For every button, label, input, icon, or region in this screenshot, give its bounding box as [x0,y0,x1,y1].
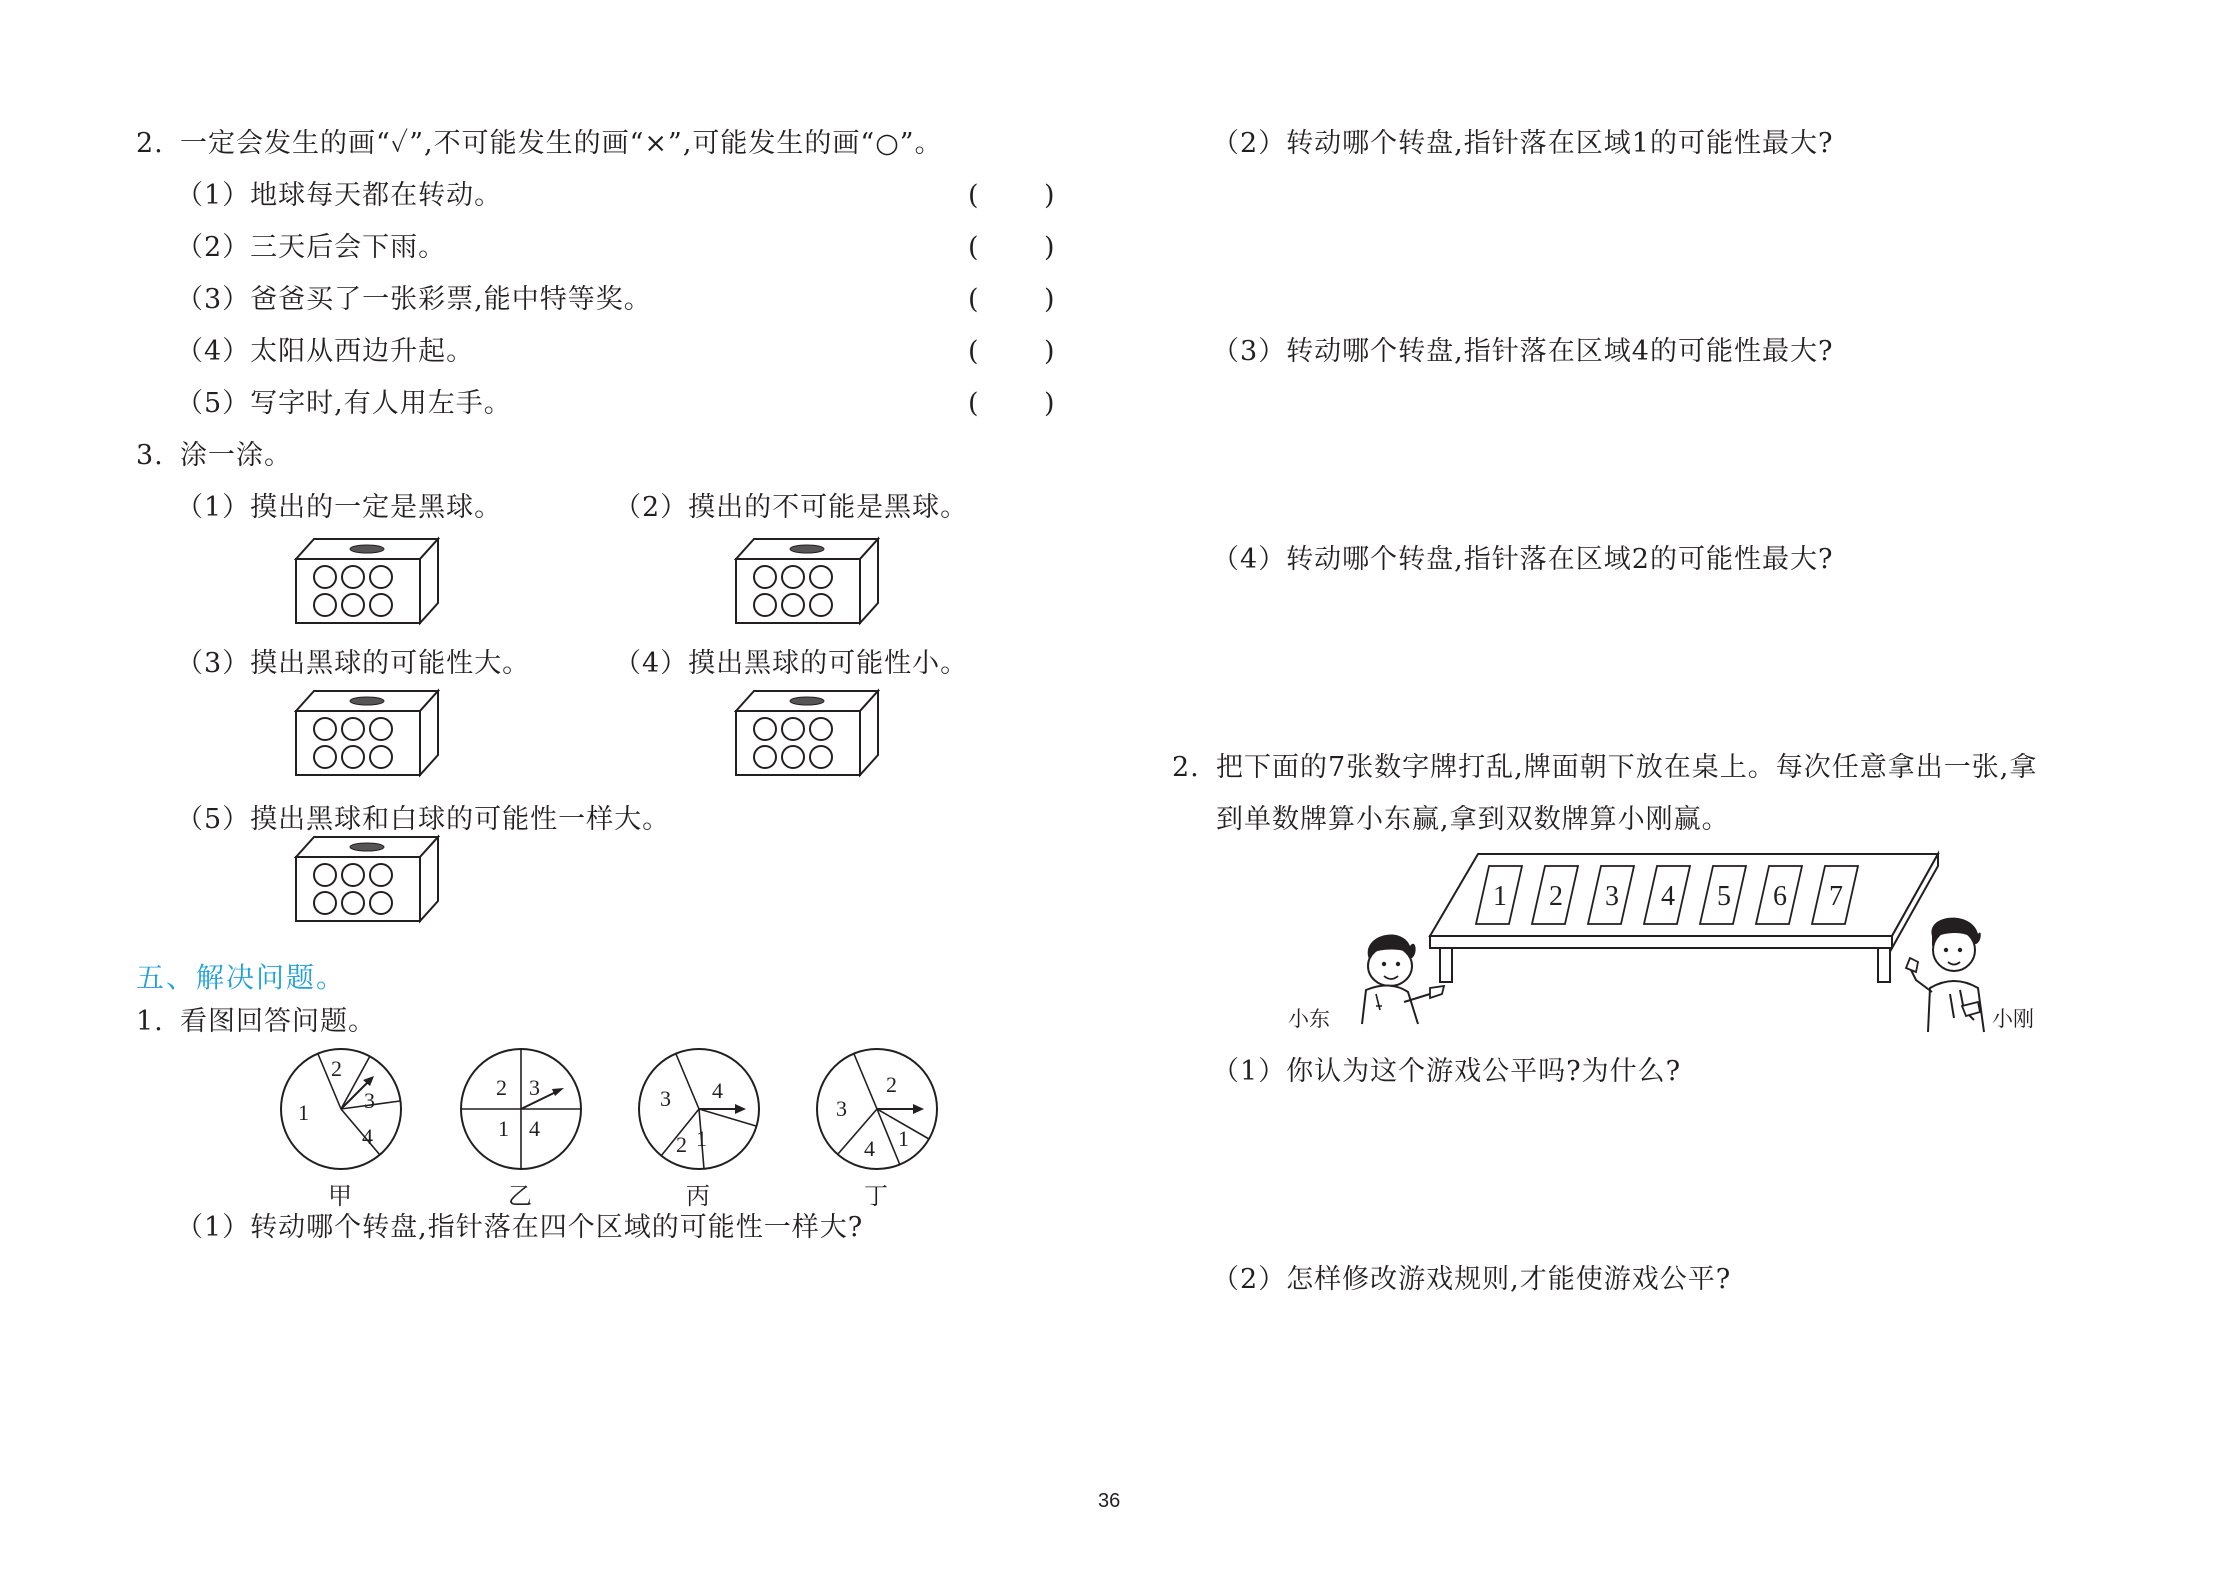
spinner-jia [278,1046,404,1172]
q2-number: 2. [136,128,164,159]
card-number-1: 1 [1493,881,1507,912]
spinner-bing-name: 丙 [686,1182,710,1210]
q2-answer-paren-open-3: ( [968,284,979,315]
s5-q2-sub1: （1）你认为这个游戏公平吗?为什么? [1212,1056,1682,1087]
q2-answer-paren-close-3: ) [1044,284,1055,315]
card-number-4: 4 [1661,881,1675,912]
boy-xiaodong-illustration [1346,928,1450,1026]
spinner-jia-label-3: 3 [364,1088,375,1113]
s5-q1-sub3: （3）转动哪个转盘,指针落在区域4的可能性最大? [1212,336,1834,367]
card-number-5: 5 [1717,881,1731,912]
card-number-6: 6 [1773,881,1787,912]
page-number: 36 [1098,1490,1121,1512]
ball-box-illustration [294,689,440,779]
s5-q1-sub1: （1）转动哪个转盘,指针落在四个区域的可能性一样大? [176,1212,864,1243]
spinner-jia-label-1: 1 [298,1100,309,1125]
s5-q1-sub4: （4）转动哪个转盘,指针落在区域2的可能性最大? [1212,544,1834,575]
spinner-bing-label-3: 3 [660,1086,671,1111]
spinner-ding-label-2: 2 [886,1072,897,1097]
q2-item-4: （4）太阳从西边升起。 [176,336,475,367]
s5-q2-sub2: （2）怎样修改游戏规则,才能使游戏公平? [1212,1264,1732,1295]
spinner-ding-label-1: 1 [898,1126,909,1151]
q2-answer-paren-close-1: ) [1044,180,1055,211]
q3-item-3: （3）摸出黑球的可能性大。 [176,648,531,679]
q2-item-2: （2）三天后会下雨。 [176,232,447,263]
q2-answer-paren-open-5: ( [968,388,979,419]
spinner-bing-label-4: 4 [712,1078,723,1103]
spinner-bing-label-2: 2 [676,1132,687,1157]
q3-item-4: （4）摸出黑球的可能性小。 [614,648,969,679]
card-number-3: 3 [1605,881,1619,912]
ball-box-illustration [734,537,880,627]
spinner-yi-label-3: 3 [529,1075,540,1100]
q2-prompt: 一定会发生的画“✓”,不可能发生的画“×”,可能发生的画“○”。 [180,128,943,159]
spinner-ding-label-3: 3 [836,1096,847,1121]
q2-item-1: （1）地球每天都在转动。 [176,180,503,211]
q2-answer-paren-open-1: ( [968,180,979,211]
ball-box-illustration [734,689,880,779]
q3-prompt: 涂一涂。 [180,440,292,471]
ball-box-illustration [294,835,440,925]
spinner-ding-label-4: 4 [864,1136,875,1161]
q2-item-3: （3）爸爸买了一张彩票,能中特等奖。 [176,284,652,315]
q3-item-1: （1）摸出的一定是黑球。 [176,492,503,523]
spinner-bing [636,1046,762,1172]
spinner-yi [458,1046,584,1172]
q2-answer-paren-close-4: ) [1044,336,1055,367]
q2-answer-paren-close-5: ) [1044,388,1055,419]
q3-number: 3. [136,440,164,471]
boy-xiaogang-illustration [1902,910,2002,1034]
boy-xiaodong-label: 小东 [1288,1007,1330,1031]
spinner-jia-label-4: 4 [362,1124,373,1149]
section-title: 五、解决问题。 [136,961,347,994]
q3-item-2: （2）摸出的不可能是黑球。 [614,492,969,523]
s5-q2-number: 2. [1172,752,1200,783]
s5-q1-prompt: 看图回答问题。 [180,1006,376,1037]
spinner-jia-name: 甲 [328,1182,352,1210]
spinner-bing-label-1: 1 [696,1126,707,1151]
card [1476,866,1876,926]
spinner-ding-name: 丁 [864,1182,888,1210]
spinner-ding [814,1046,940,1172]
s5-q1-number: 1. [136,1006,164,1037]
q2-item-5: （5）写字时,有人用左手。 [176,388,512,419]
s5-q2-line2: 到单数牌算小东赢,拿到双数牌算小刚赢。 [1216,804,1730,835]
spinner-yi-label-2: 2 [496,1075,507,1100]
q2-answer-paren-close-2: ) [1044,232,1055,263]
q3-item-5: （5）摸出黑球和白球的可能性一样大。 [176,804,671,835]
q2-answer-paren-open-4: ( [968,336,979,367]
spinner-yi-label-4: 4 [529,1116,540,1141]
boy-xiaogang-label: 小刚 [1992,1007,2034,1031]
s5-q2-line1: 把下面的7张数字牌打乱,牌面朝下放在桌上。每次任意拿出一张,拿 [1216,752,2038,783]
spinner-jia-label-2: 2 [331,1056,342,1081]
spinner-yi-label-1: 1 [498,1116,509,1141]
spinner-yi-name: 乙 [508,1182,532,1210]
s5-q1-sub2: （2）转动哪个转盘,指针落在区域1的可能性最大? [1212,128,1834,159]
ball-box-illustration [294,537,440,627]
card-number-7: 7 [1829,881,1843,912]
q2-answer-paren-open-2: ( [968,232,979,263]
card-number-2: 2 [1549,881,1563,912]
